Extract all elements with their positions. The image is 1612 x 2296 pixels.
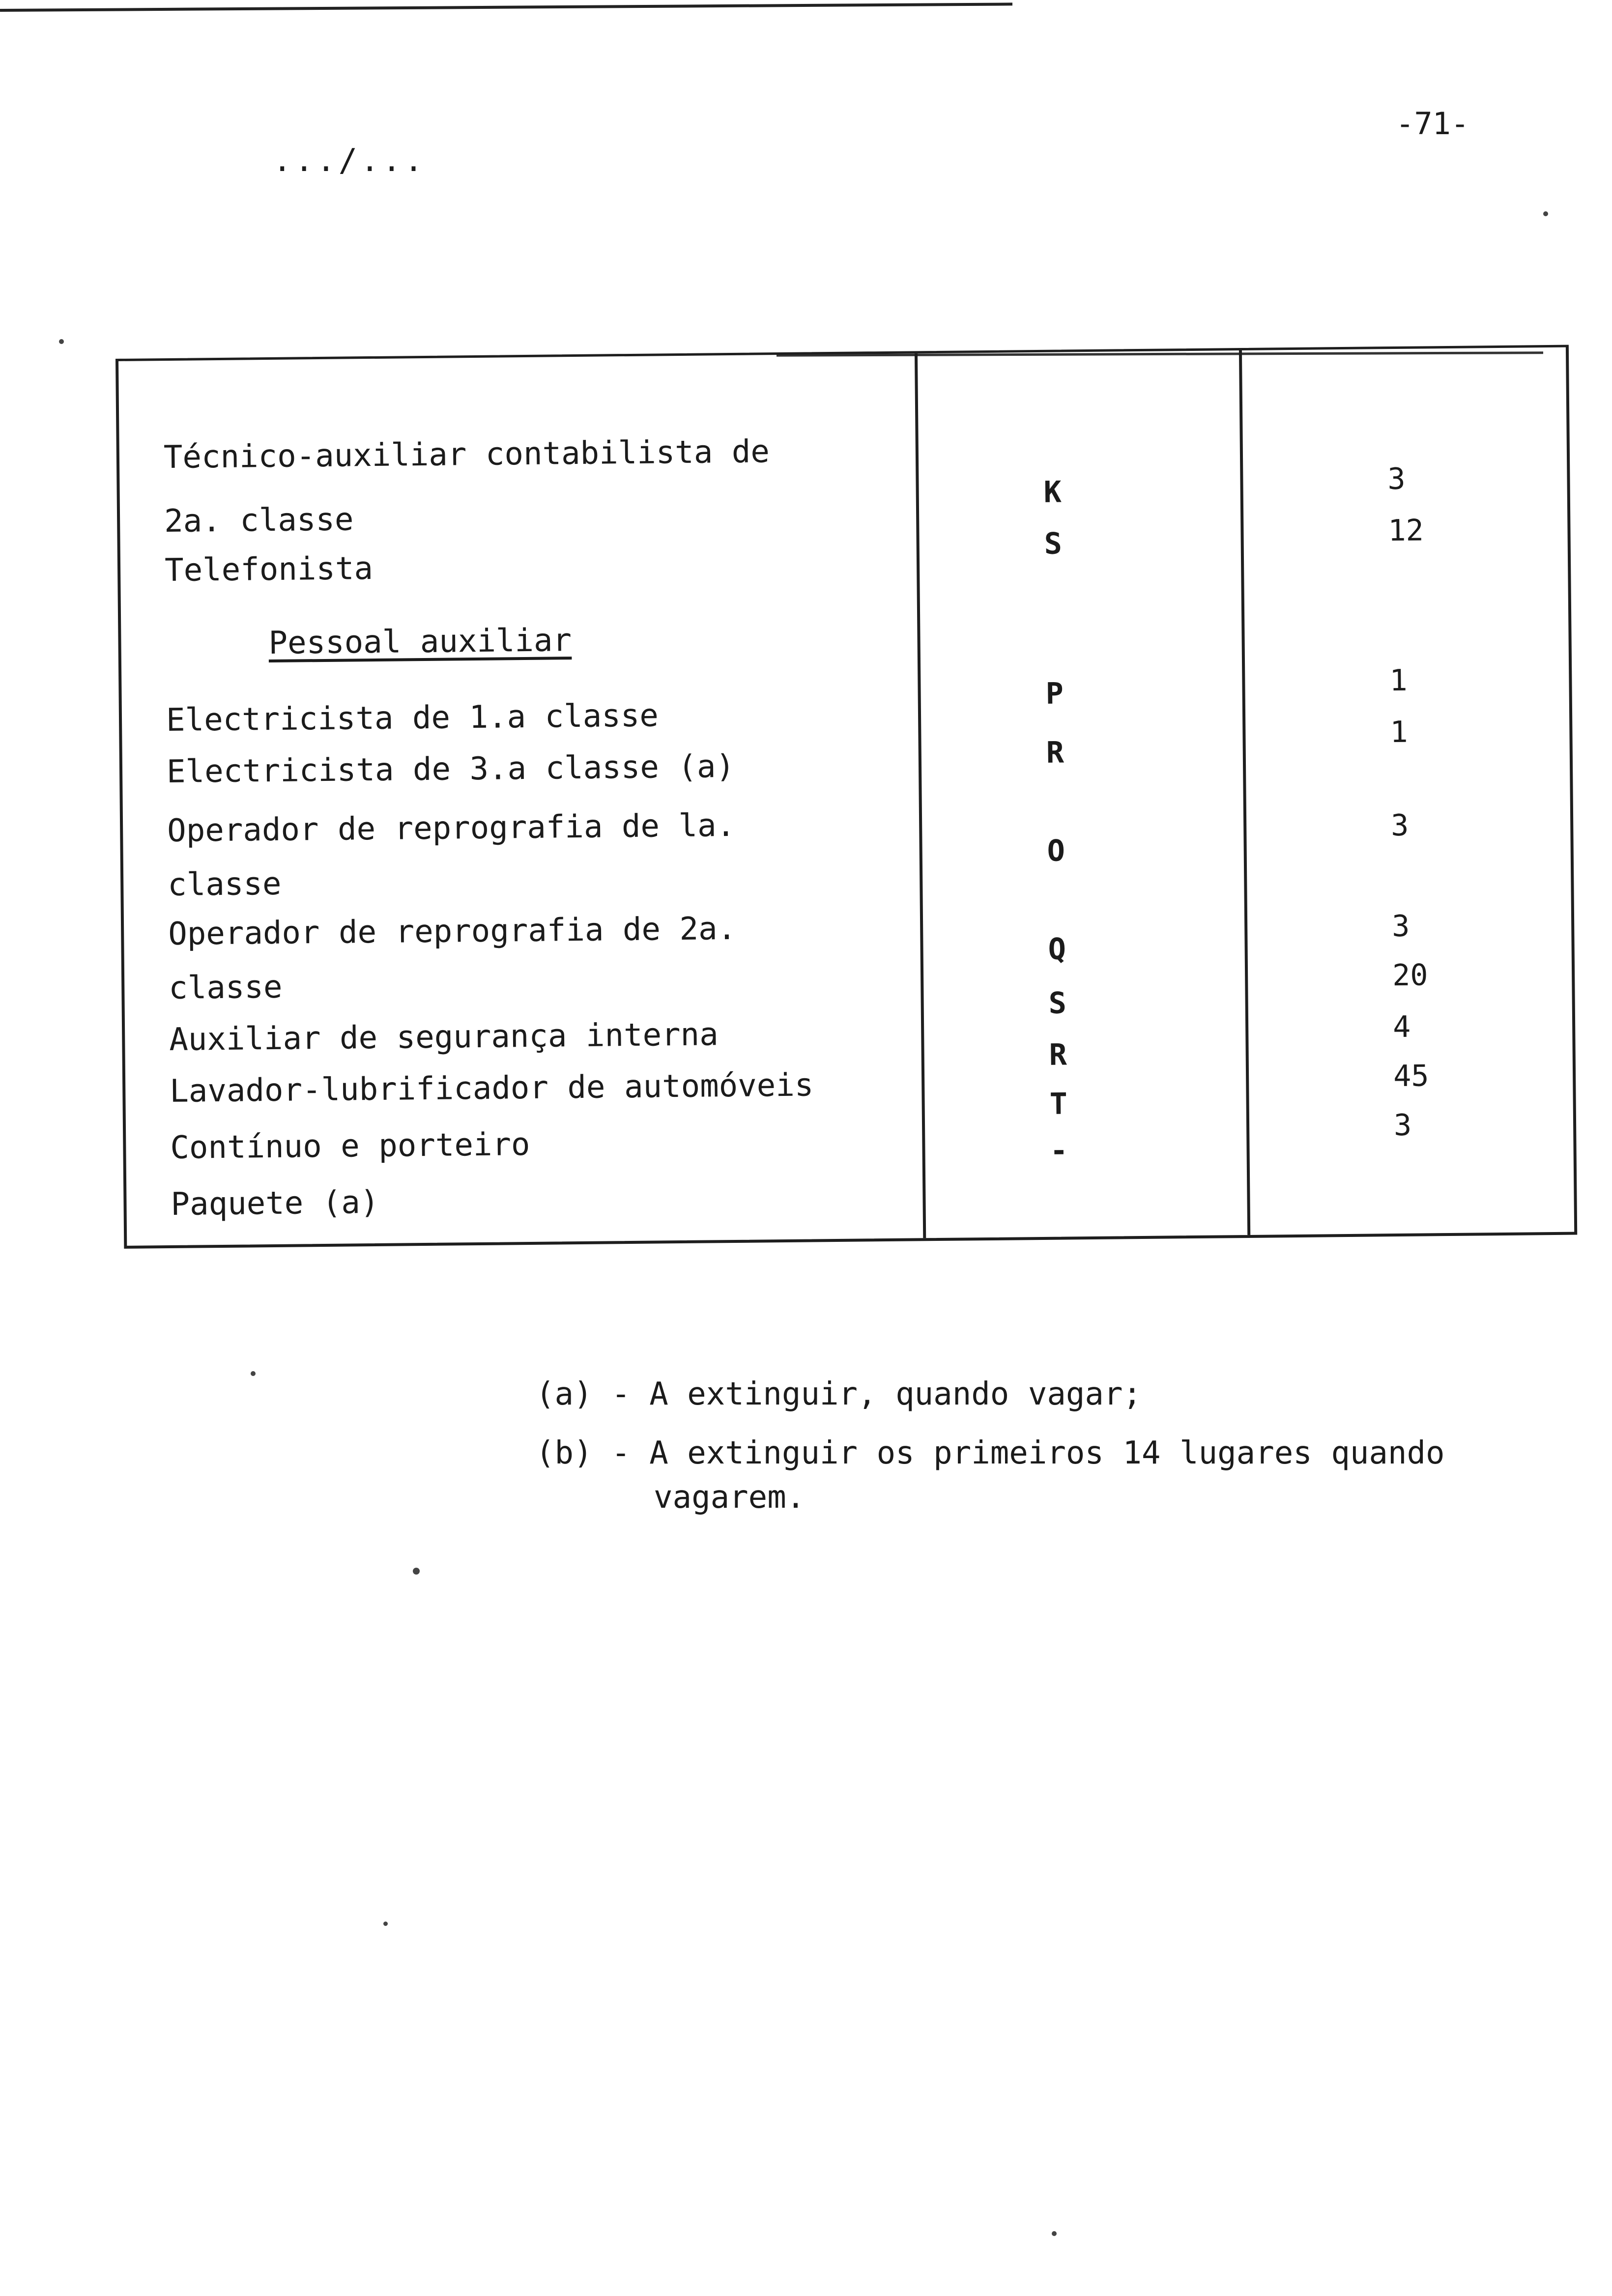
scan-speck: [251, 1371, 256, 1376]
staff-table: [115, 345, 1577, 1249]
row-qty: 1: [1390, 715, 1408, 750]
row-label: Contínuo e porteiro: [170, 1126, 530, 1167]
footnote-b-continuation: vagarem.: [654, 1479, 806, 1516]
row-label: Lavador-lubrificador de automóveis: [169, 1067, 814, 1110]
row-label: Operador de reprografia de la.: [167, 807, 736, 850]
footnote-b: (b) - A extinguir os primeiros 14 lugares quando: [536, 1435, 1445, 1471]
row-label: Operador de reprografia de 2a.: [168, 910, 737, 953]
row-label: 2a. classe: [164, 501, 354, 540]
row-code: O: [1047, 833, 1065, 868]
row-label: Electricista de 3.a classe (a): [166, 748, 735, 791]
page-number: -71-: [1396, 106, 1469, 142]
row-code: R: [1046, 735, 1065, 770]
scan-speck: [1052, 2231, 1057, 2236]
row-qty: 20: [1392, 958, 1428, 993]
continuation-mark: .../...: [273, 143, 426, 179]
scan-speck: [413, 1568, 420, 1575]
row-code: -: [1050, 1133, 1068, 1168]
row-label: Telefonista: [164, 550, 374, 589]
column-divider-1: [915, 353, 926, 1238]
row-label: classe: [167, 865, 282, 904]
row-label: classe: [168, 969, 283, 1007]
scan-speck: [383, 1922, 388, 1926]
row-qty: 1: [1389, 663, 1408, 698]
row-code: P: [1045, 676, 1064, 711]
row-code: Q: [1048, 932, 1066, 967]
row-code: T: [1049, 1087, 1068, 1121]
row-qty: 3: [1391, 909, 1410, 944]
footnote-a: (a) - A extinguir, quando vagar;: [536, 1376, 1142, 1412]
row-code: R: [1049, 1037, 1067, 1072]
row-label: Técnico-auxiliar contabilista de: [163, 433, 770, 476]
row-code: K: [1043, 475, 1062, 510]
scan-speck: [59, 339, 64, 344]
row-label: Auxiliar de segurança interna: [169, 1016, 719, 1059]
column-divider-2: [1239, 350, 1250, 1235]
section-heading: Pessoal auxiliar: [268, 622, 572, 662]
row-qty: 3: [1390, 808, 1409, 843]
row-code: S: [1044, 526, 1063, 561]
row-code: S: [1048, 986, 1067, 1021]
row-qty: 4: [1392, 1009, 1411, 1045]
scan-speck: [1543, 211, 1548, 216]
row-qty: 45: [1393, 1059, 1429, 1094]
row-qty: 12: [1388, 513, 1424, 548]
row-label: Paquete (a): [171, 1184, 379, 1223]
row-qty: 3: [1387, 461, 1406, 497]
row-label: Electricista de 1.a classe: [166, 697, 659, 739]
top-rule: [0, 2, 1012, 12]
row-qty: 3: [1393, 1108, 1412, 1143]
